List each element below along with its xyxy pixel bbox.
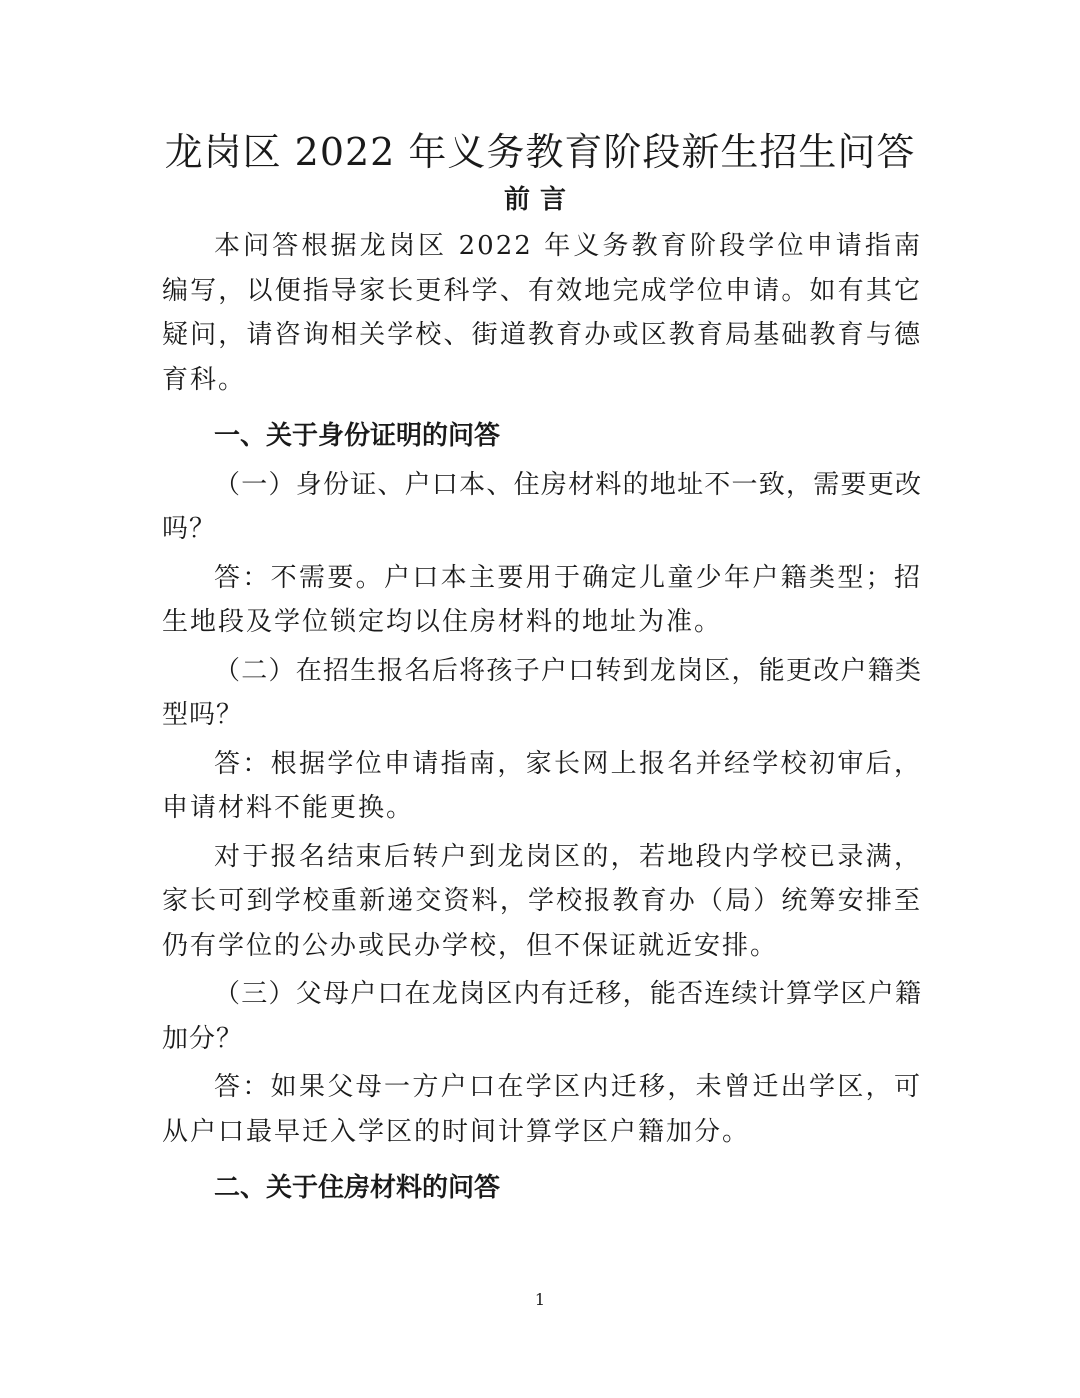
question-1: （一）身份证、户口本、住房材料的地址不一致，需要更改吗？ xyxy=(162,469,922,544)
section-2-heading: 二、关于住房材料的问答 xyxy=(214,1173,501,1203)
question-3: （三）父母户口在龙岗区内有迁移，能否连续计算学区户籍加分？ xyxy=(162,979,922,1054)
document-subtitle: 前言 xyxy=(503,185,576,215)
document-title: 龙岗区 2022 年义务教育阶段新生招生问答 xyxy=(164,130,916,174)
section-1-heading: 一、关于身份证明的问答 xyxy=(214,421,501,451)
preface-paragraph: 本问答根据龙岗区 2022 年义务教育阶段学位申请指南编写，以便指导家长更科学、有效地完成学位申请。如有其它疑问，请咨询相关学校、街道教育办或区教育局基础教育与德育科。 xyxy=(162,231,922,395)
answer-2-part-2: 对于报名结束后转户到龙岗区的，若地段内学校已录满，家长可到学校重新递交资料，学校报教育办（局）统筹安排至仍有学位的公办或民办学校，但不保证就近安排。 xyxy=(162,841,922,961)
answer-3: 答：如果父母一方户口在学区内迁移，未曾迁出学区，可从户口最早迁入学区的时间计算学区户籍加分。 xyxy=(162,1072,922,1147)
document-body xyxy=(162,224,922,1211)
answer-1: 答：不需要。户口本主要用于确定儿童少年户籍类型；招生地段及学位锁定均以住房材料的地址为准。 xyxy=(162,562,922,637)
question-2: （二）在招生报名后将孩子户口转到龙岗区，能更改户籍类型吗？ xyxy=(162,655,922,730)
answer-2-part-1: 答：根据学位申请指南，家长网上报名并经学校初审后，申请材料不能更换。 xyxy=(162,748,922,823)
page-number: 1 xyxy=(534,1290,546,1309)
